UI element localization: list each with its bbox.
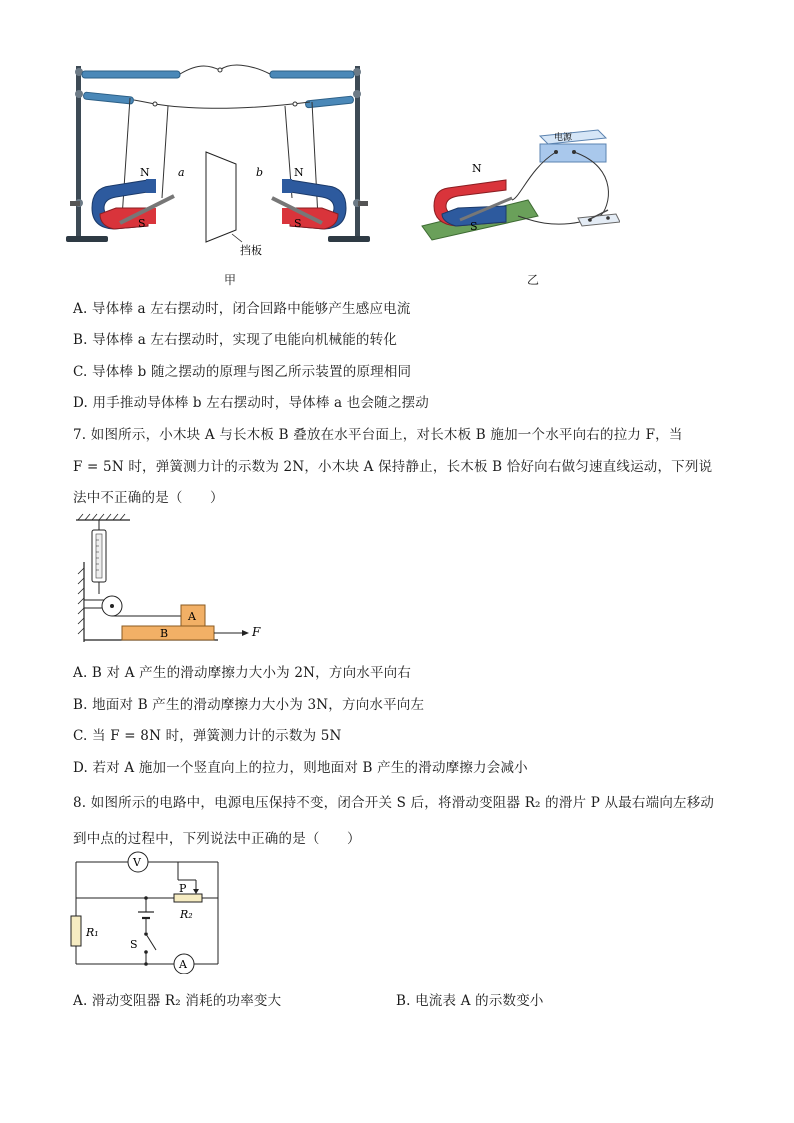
fig-label-b: B [160,627,169,640]
baffle-label: 挡板 [240,244,262,257]
fig-s: S [130,938,138,951]
fig-b-caption: 乙 [527,273,540,287]
fig-p: P [179,882,187,895]
q8-option-b: B. 电流表 A 的示数变小 [396,993,544,1009]
baffle [206,152,236,242]
right-magnet [282,179,346,229]
q7-stem-line-1: 7. 如图所示，小木块 A 与长木板 B 叠放在水平台面上，对长木板 B 施加一个水平向右的拉力 F，当 [73,427,683,443]
power-label: 电源 [554,133,573,143]
figure-q8-circuit [68,848,230,974]
q7-stem-line-3: 法中不正确的是（ ） [73,490,224,506]
q7-option-c: C. 当 F = 8N 时，弹簧测力计的示数为 5N [73,728,342,744]
label-b: b [256,166,264,179]
resistor-r1 [71,916,81,946]
q6-option-b: B. 导体棒 a 左右摆动时，实现了电能向机械能的转化 [73,332,398,348]
fig-a-caption: 甲 [224,273,237,287]
fig-voltmeter: V [133,856,141,869]
fig-label-f: F [252,625,261,639]
label-s-yi: S [470,220,478,233]
top-bar-left [82,71,180,78]
q8-stem-line-1: 8. 如图所示的电路中，电源电压保持不变，闭合开关 S 后，将滑动变阻器 R₂ 的滑片 P 从最右端向左移动 [73,795,715,811]
q6-option-a: A. 导体棒 a 左右摆动时，闭合回路中能够产生感应电流 [73,301,411,317]
label-s-right: S [294,217,302,230]
q7-stem-line-2: F = 5N 时，弹簧测力计的示数为 2N，小木块 A 保持静止，长木板 B 恰好向右做匀速直线运动，下列说 [73,459,713,475]
label-n-left: N [140,166,150,179]
q8-stem-line-2: 到中点的过程中，下列说法中正确的是（ ） [73,831,361,847]
switch-s [146,934,156,950]
q6-option-d: D. 用手推动导体棒 b 左右摆动时，导体棒 a 也会随之摆动 [73,395,429,411]
lower-bar-left [83,92,133,104]
label-n-yi: N [472,162,482,175]
label-a: a [178,166,185,179]
q8-option-a: A. 滑动变阻器 R₂ 消耗的功率变大 [73,993,282,1009]
q6-option-c: C. 导体棒 b 随之摆动的原理与图乙所示装置的原理相同 [73,364,412,380]
fig-ammeter: A [179,958,187,971]
figure-yi [422,130,620,240]
label-n-right: N [294,166,304,179]
rheostat-r2 [174,894,202,902]
figure-q6 [60,58,620,290]
fig-r2: R₂ [180,908,193,921]
fig-r1: R₁ [86,926,99,939]
figure-q7 [68,512,278,648]
q7-option-d: D. 若对 A 施加一个竖直向上的拉力，则地面对 B 产生的滑动摩擦力会减小 [73,760,528,776]
q7-option-b: B. 地面对 B 产生的滑动摩擦力大小为 3N，方向水平向左 [73,697,425,713]
q7-option-a: A. B 对 A 产生的滑动摩擦力大小为 2N，方向水平向右 [73,665,412,681]
fig-label-a: A [188,610,196,623]
label-s-left: S [138,217,146,230]
top-bar-right [270,71,354,78]
